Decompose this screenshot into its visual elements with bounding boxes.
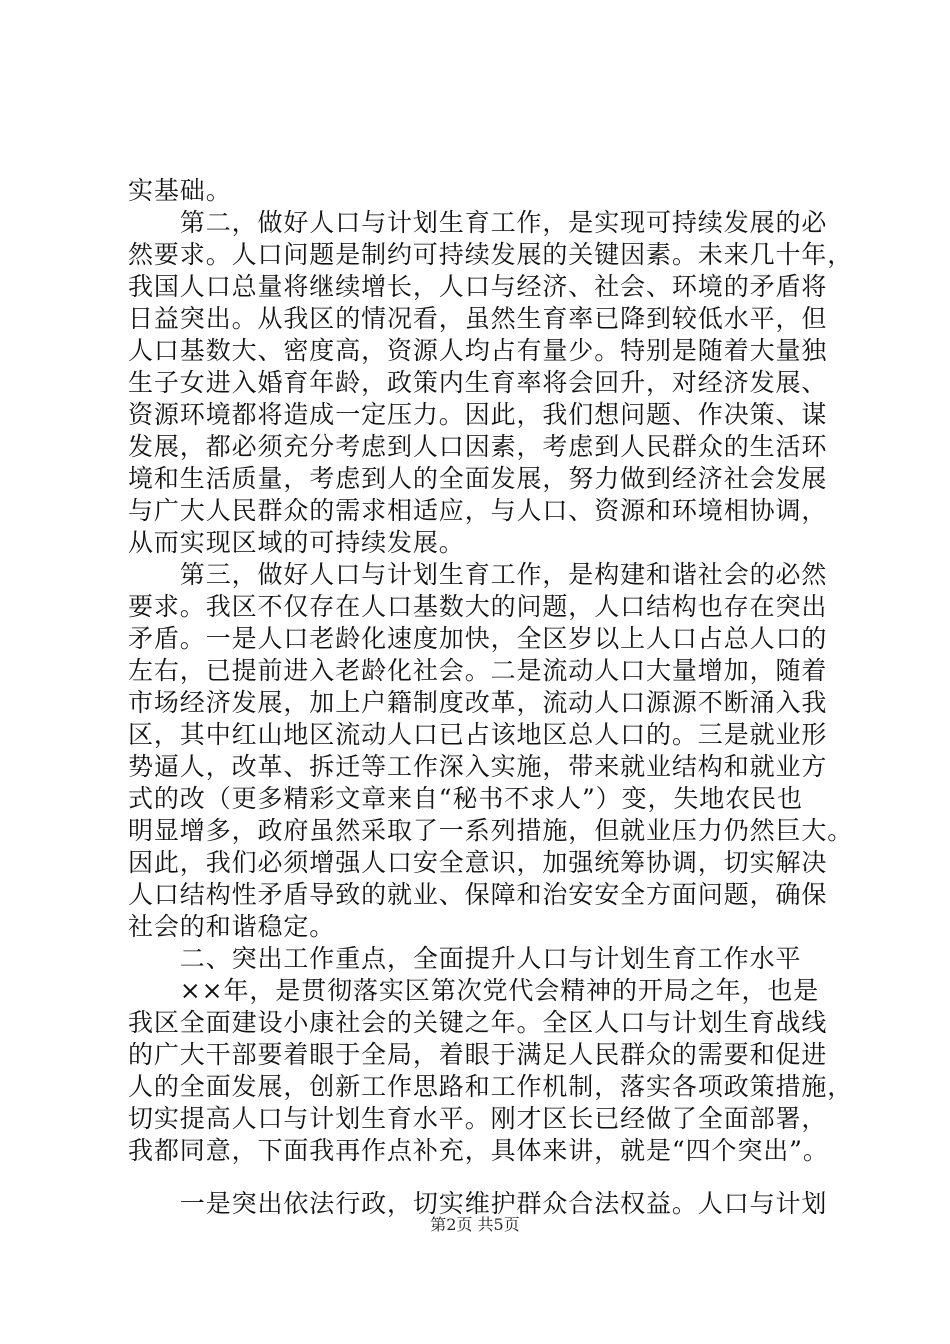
text-line: 人口结构性矛盾导致的就业、保障和治安安全方面问题，确保	[128, 880, 828, 909]
text-line: ××年，是贯彻落实区第次党代会精神的开局之年，也是	[128, 976, 820, 1005]
text-line: 一是突出依法行政，切实维护群众合法权益。人口与计划	[128, 1189, 828, 1218]
text-line: 实基础。	[128, 176, 232, 205]
text-line: 与广大人民群众的需求相适应，与人口、资源和环境相协调，	[128, 496, 828, 525]
text-line: 切实提高人口与计划生育水平。刚才区长已经做了全面部署，	[128, 1104, 828, 1133]
text-line: 人的全面发展，创新工作思路和工作机制，落实各项政策措施，	[128, 1072, 854, 1101]
text-line: 要求。我区不仅存在人口基数大的问题，人口结构也存在突出	[128, 592, 828, 621]
text-line: 势逼人，改革、拆迁等工作深入实施，带来就业结构和就业方	[128, 752, 828, 781]
text-line: 社会的和谐稳定。	[128, 912, 336, 941]
page-number-footer: 第2页 共5页	[430, 1215, 520, 1234]
text-line: 式的改（更多精彩文章来自“秘书不求人”）变，失地农民也	[128, 784, 803, 813]
text-line: 我区全面建设小康社会的关键之年。全区人口与计划生育战线	[128, 1008, 828, 1037]
text-line: 我都同意，下面我再作点补充，具体来讲，就是“四个突出”。	[128, 1136, 829, 1165]
text-line: 第三，做好人口与计划生育工作，是构建和谐社会的必然	[128, 560, 828, 589]
text-line: 左右，已提前进入老龄化社会。二是流动人口大量增加，随着	[128, 656, 828, 685]
text-line: 因此，我们必须增强人口安全意识，加强统筹协调，切实解决	[128, 848, 828, 877]
text-line: 从而实现区域的可持续发展。	[128, 528, 465, 557]
text-line: 市场经济发展，加上户籍制度改革，流动人口源源不断涌入我	[128, 688, 828, 717]
text-line: 明显增多，政府虽然采取了一系列措施，但就业压力仍然巨大。	[128, 816, 854, 845]
text-line: 第二，做好人口与计划生育工作，是实现可持续发展的必	[128, 208, 828, 237]
text-line: 生子女进入婚育年龄，政策内生育率将会回升，对经济发展、	[128, 368, 828, 397]
text-line: 的广大干部要着眼于全局，着眼于满足人民群众的需要和促进	[128, 1040, 828, 1069]
text-line: 区，其中红山地区流动人口已占该地区总人口的。三是就业形	[128, 720, 828, 749]
text-line: 人口基数大、密度高，资源人均占有量少。特别是随着大量独	[128, 336, 828, 365]
text-line: 我国人口总量将继续增长，人口与经济、社会、环境的矛盾将	[128, 272, 828, 301]
text-line: 发展，都必须充分考虑到人口因素，考虑到人民群众的生活环	[128, 432, 828, 461]
text-line: 资源环境都将造成一定压力。因此，我们想问题、作决策、谋	[128, 400, 828, 429]
section-heading: 二、突出工作重点，全面提升人口与计划生育工作水平	[128, 944, 802, 973]
text-line: 矛盾。一是人口老龄化速度加快，全区岁以上人口占总人口的	[128, 624, 828, 653]
text-line: 境和生活质量，考虑到人的全面发展，努力做到经济社会发展	[128, 464, 828, 493]
text-line: 日益突出。从我区的情况看，虽然生育率已降到较低水平，但	[128, 304, 828, 333]
text-line: 然要求。人口问题是制约可持续发展的关键因素。未来几十年，	[128, 240, 854, 269]
